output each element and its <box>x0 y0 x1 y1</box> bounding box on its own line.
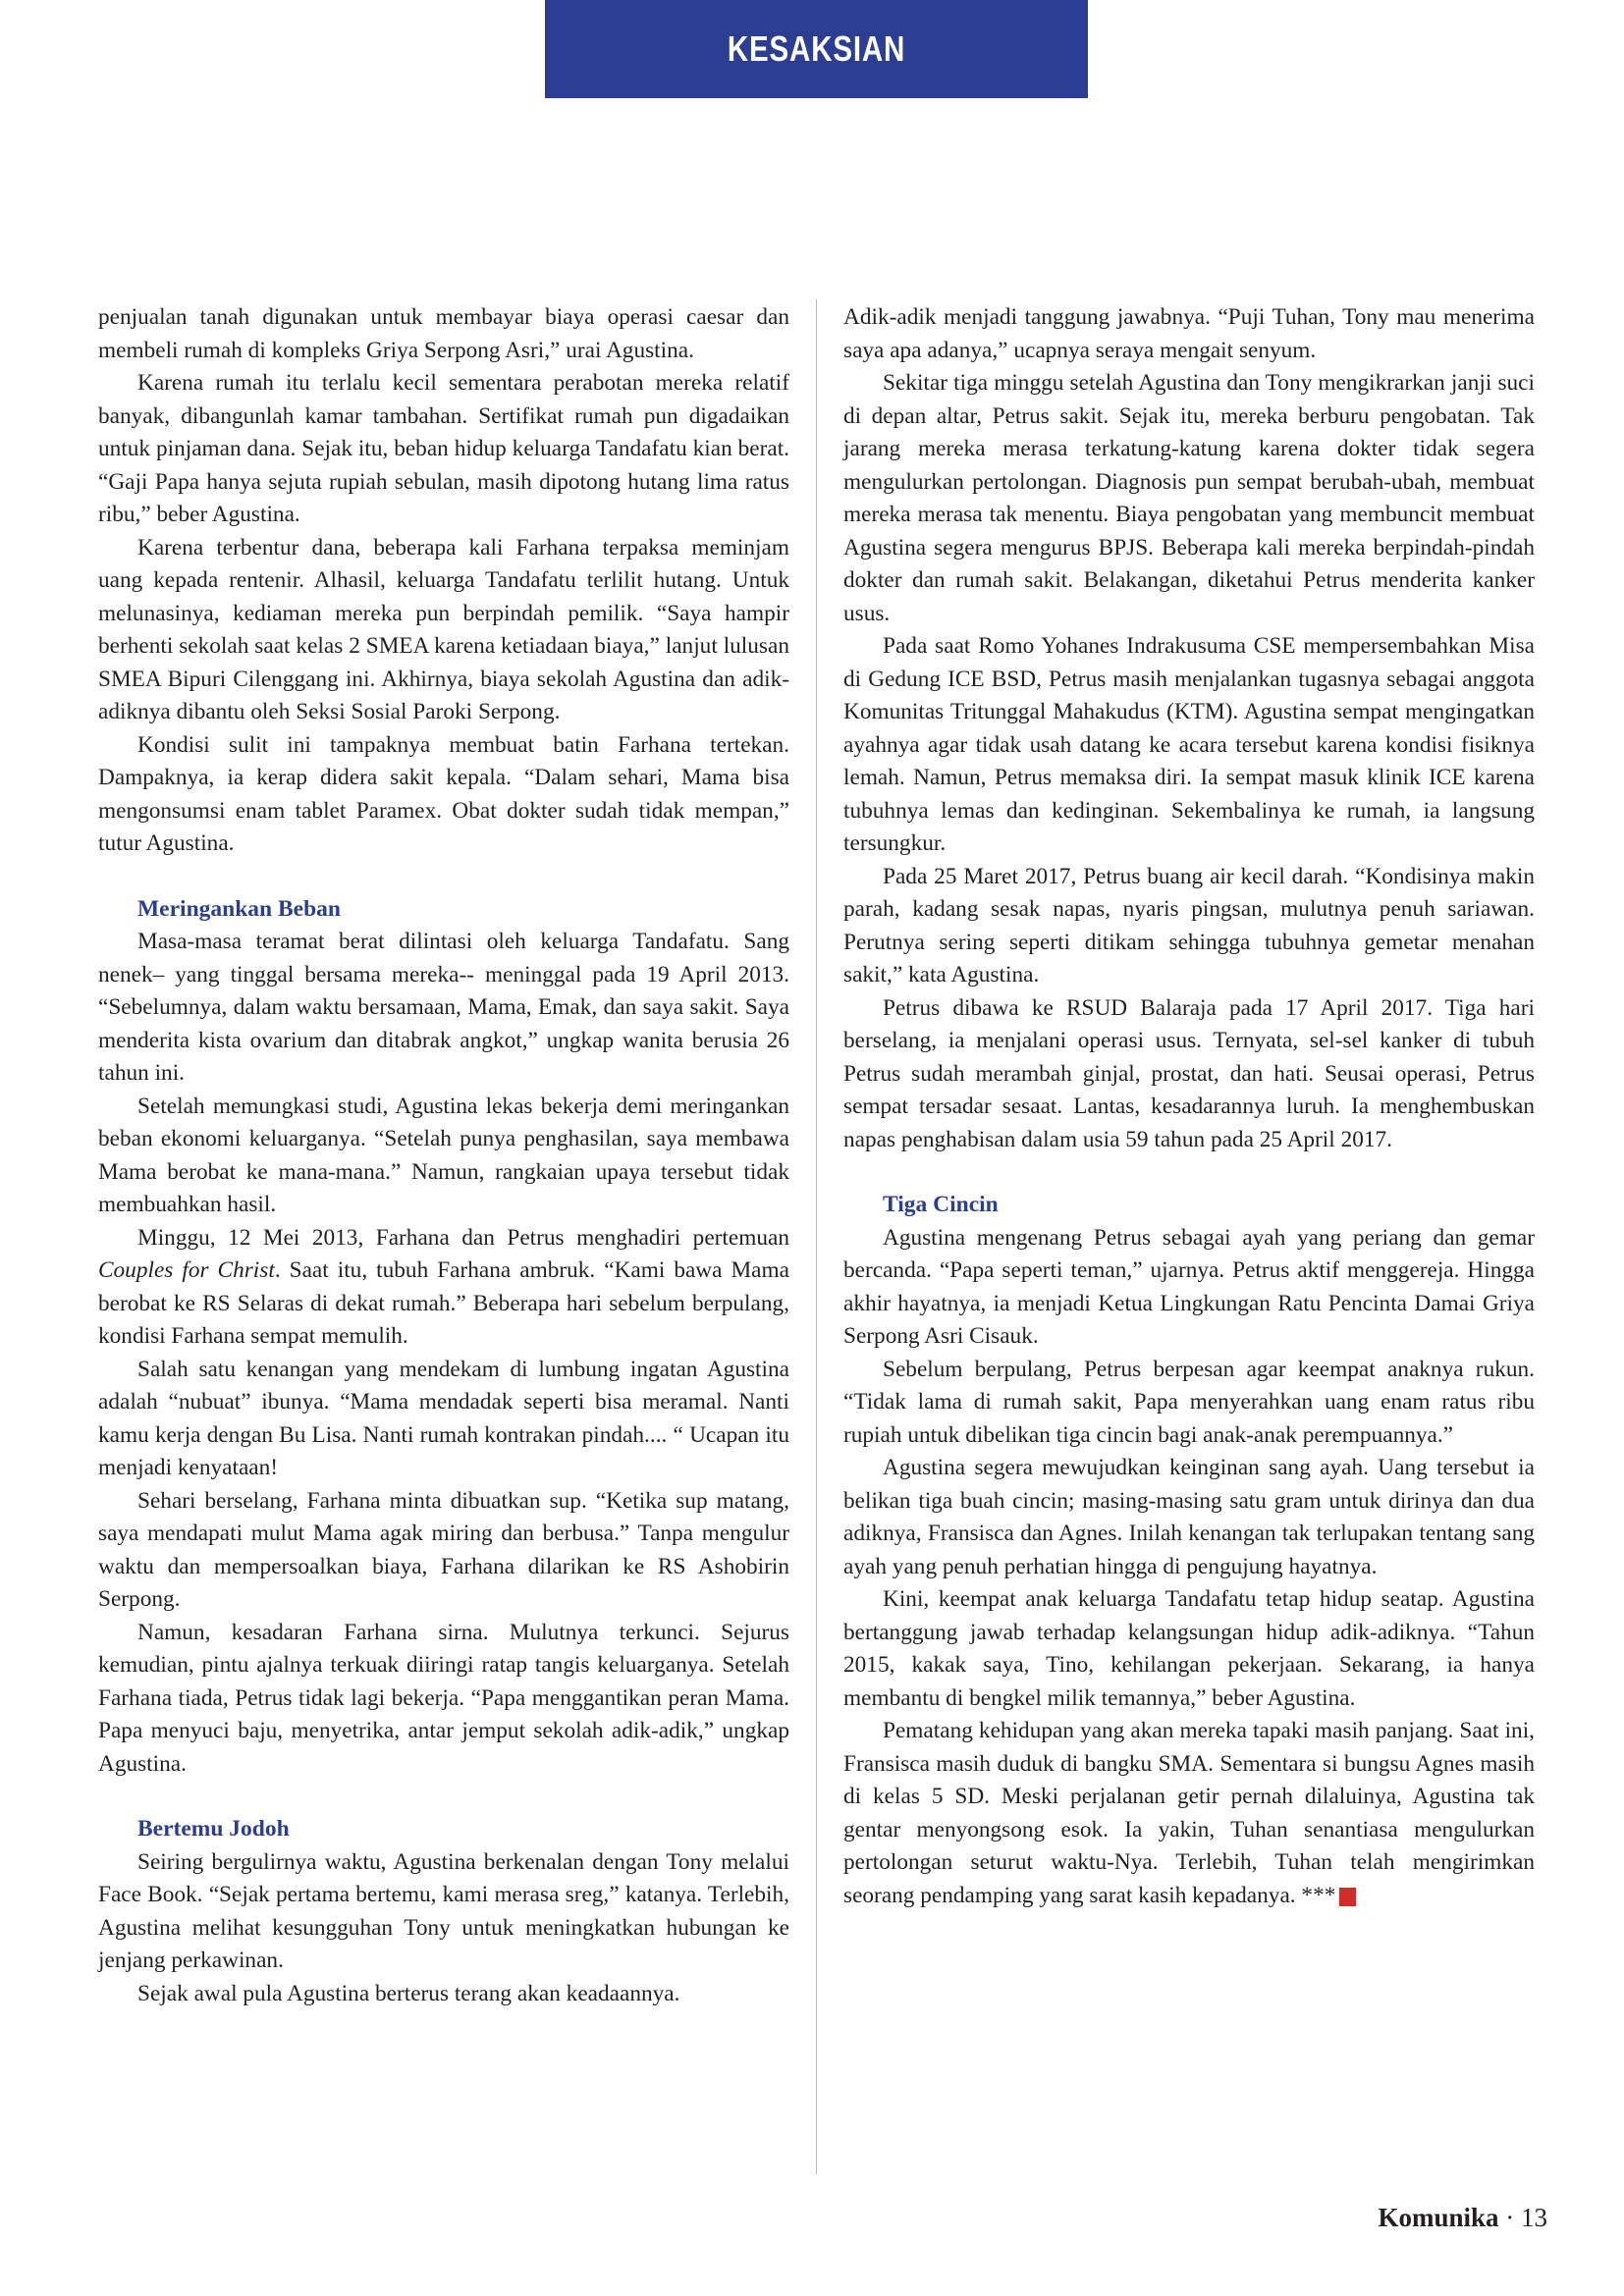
column-divider <box>816 299 817 2174</box>
paragraph: Kini, keempat anak keluarga Tandafatu tetap hidup seatap. Agustina bertanggung jawab terhadap kelangsungan hidup adik-adiknya. “Tahun 2015, kakak saya, Tino, kehilangan pekerjaan. Sekarang, ia hanya membantu di bengkel milik temannya,” beber Agustina. <box>843 1586 1535 1711</box>
paragraph: Setelah memungkasi studi, Agustina lekas bekerja demi meringankan beban ekonomi keluarganya. “Setelah punya penghasilan, saya membawa Mama berobat ke mana-mana.” Namun, rangkaian upaya tersebut tidak membuahkan hasil. <box>98 1093 789 1217</box>
paragraph: penjualan tanah digunakan untuk membayar biaya operasi caesar dan membeli rumah di kompleks Griya Serpong Asri,” urai Agustina. <box>98 304 789 363</box>
paragraph: Karena terbentur dana, beberapa kali Farhana terpaksa meminjam uang kepada rentenir. Alhasil, keluarga Tandafatu terlilit hutang. Untuk melunasinya, kediaman mereka pun berpindah pemilik. “Saya hampir berhenti sekolah saat kelas 2 SMEA karena ketiadaan biaya,” lanjut lulusan SMEA Bipuri Cilenggang ini. Akhirnya, biaya sekolah Agustina dan adik-adiknya dibantu oleh Seksi Sosial Paroki Serpong. <box>98 534 789 724</box>
subheading: Tiga Cincin <box>883 1192 999 1217</box>
text-run: Minggu, 12 Mei 2013, Farhana dan Petrus menghadiri pertemuan <box>137 1224 789 1251</box>
paragraph: Kondisi sulit ini tampaknya membuat batin Farhana tertekan. Dampaknya, ia kerap didera sakit kepala. “Dalam sehari, Mama bisa mengonsumsi enam tablet Paramex. Obat dokter sudah tidak mempan,” tutur Agustina. <box>98 731 789 856</box>
paragraph: Karena rumah itu terlalu kecil sementara perabotan mereka relatif banyak, dibangunlah kamar tambahan. Sertifikat rumah pun digadaikan untuk pinjaman dana. Sejak itu, beban hidup keluarga Tandafatu kian berat. “Gaji Papa hanya sejuta rupiah sebulan, masih dipotong hutang lima ratus ribu,” beber Agustina. <box>98 370 789 527</box>
page-number: 13 <box>1521 2203 1547 2232</box>
italic-title: Couples for Christ <box>98 1257 275 1283</box>
text-run: . Saat itu, tubuh Farhana ambruk. “Kami bawa Mama berobat ke RS Selaras di dekat rumah.” Beberapa hari sebelum berpulang, kondisi Farhana sempat memulih. <box>98 1257 789 1349</box>
paragraph: Adik-adik menjadi tanggung jawabnya. “Puji Tuhan, Tony mau menerima saya apa adanya,” ucapnya seraya mengait senyum. <box>843 304 1535 363</box>
subheading: Bertemu Jodoh <box>137 1816 290 1842</box>
text-run: Pematang kehidupan yang akan mereka tapaki masih panjang. Saat ini, Fransisca masih duduk di bangku SMA. Sementara si bungsu Agnes masih di kelas 5 SD. Meski perjalanan getir pernah dilaluinya, Agustina tak gentar menyongsong esok. Ia yakin, Tuhan senantiasa mengulurkan pertolongan seturut waktu-Nya. Terlebih, Tuhan telah mengirimkan seorang pendamping yang sarat kasih kepadanya. *** <box>843 1718 1535 1908</box>
paragraph <box>843 1715 1535 1912</box>
paragraph: Sejak awal pula Agustina berterus terang akan keadaannya. <box>137 1980 680 2006</box>
section-title: KESAKSIAN <box>727 28 906 69</box>
paragraph: Pada saat Romo Yohanes Indrakusuma CSE mempersembahkan Misa di Gedung ICE BSD, Petrus masih menjalankan tugasnya sebagai anggota Komunitas Tritunggal Mahakudus (KTM). Agustina sempat mengingatkan ayahnya agar tidak usah datang ke acara tersebut karena kondisi fisiknya lemah. Namun, Petrus memaksa diri. Ia sempat masuk klinik ICE karena tubuhnya lemas dan kedinginan. Sekembalinya ke rumah, ia langsung tersungkur. <box>843 633 1535 856</box>
end-mark-icon: K <box>1339 1888 1356 1906</box>
paragraph: Masa-masa teramat berat dilintasi oleh keluarga Tandafatu. Sang nenek– yang tinggal bersama mereka-- meninggal pada 19 April 2013. “Sebelumnya, dalam waktu bersamaan, Mama, Emak, dan saya sakit. Saya menderita kista ovarium dan ditabrak angkot,” ungkap wanita berusia 26 tahun ini. <box>98 929 789 1086</box>
footer-separator: · <box>1498 2203 1521 2232</box>
subheading: Meringankan Beban <box>137 895 341 922</box>
paragraph: Sebelum berpulang, Petrus berpesan agar keempat anaknya rukun. “Tidak lama di rumah sakit, Papa menyerahkan uang enam ratus ribu rupiah untuk dibelikan tiga cincin bagi anak-anak perempuannya.” <box>843 1356 1535 1448</box>
paragraph: Sehari berselang, Farhana minta dibuatkan sup. “Ketika sup matang, saya mendapati mulut Mama agak miring dan berbusa.” Tanpa mengulur waktu dan mempersoalkan biaya, Farhana dilarikan ke RS Ashobirin Serpong. <box>98 1487 789 1612</box>
paragraph: Namun, kesadaran Farhana sirna. Mulutnya terkunci. Sejurus kemudian, pintu ajalnya terkuak diiringi ratap tangis keluarganya. Setelah Farhana tiada, Petrus tidak lagi bekerja. “Papa menggantikan peran Mama. Papa menyuci baju, menyetrika, antar jemput sekolah adik-adik,” ungkap Agustina. <box>98 1619 789 1777</box>
paragraph: Petrus dibawa ke RSUD Balaraja pada 17 April 2017. Tiga hari berselang, ia menjalani operasi usus. Ternyata, sel-sel kanker di tubuh Petrus sudah merambah ginjal, prostat, dan hati. Seusai operasi, Petrus sempat tersadar sesaat. Lantas, kesadarannya luruh. Ia menghembuskan napas penghabisan dalam usia 59 tahun pada 25 April 2017. <box>843 994 1535 1152</box>
page-footer <box>1378 2203 1547 2233</box>
paragraph <box>98 1222 789 1354</box>
paragraph: Salah satu kenangan yang mendekam di lumbung ingatan Agustina adalah “nubuat” ibunya. “Mama mendadak seperti bisa meramal. Nanti kamu kerja dengan Bu Lisa. Nanti rumah kontrakan pindah.... “ Ucapan itu menjadi kenyataan! <box>98 1356 789 1480</box>
magazine-name: Komunika <box>1378 2203 1499 2232</box>
paragraph: Pada 25 Maret 2017, Petrus buang air kecil darah. “Kondisinya makin parah, kadang sesak napas, nyaris pingsan, mulutnya penuh sariawan. Perutnya sering seperti ditikam sehingga tubuhnya gemetar menahan sakit,” kata Agustina. <box>843 863 1535 988</box>
right-column <box>843 301 1535 1912</box>
paragraph: Sekitar tiga minggu setelah Agustina dan Tony mengikrarkan janji suci di depan altar, Petrus sakit. Sejak itu, mereka berburu pengobatan. Tak jarang mereka merasa terkatung-katung karena dokter tidak segera mengulurkan pertolongan. Diagnosis pun sempat berubah-ubah, membuat mereka merasa tak menentu. Biaya pengobatan yang membuncit membuat Agustina segera mengurus BPJS. Beberapa kali mereka berpindah-pindah dokter dan rumah sakit. Belakangan, diketahui Petrus menderita kanker usus. <box>843 370 1535 626</box>
paragraph: Agustina mengenang Petrus sebagai ayah yang periang dan gemar bercanda. “Papa seperti teman,” ujarnya. Petrus aktif menggereja. Hingga akhir hayatnya, ia menjadi Ketua Lingkungan Ratu Pencinta Damai Griya Serpong Asri Cisauk. <box>843 1224 1535 1349</box>
left-column <box>98 301 789 2010</box>
section-banner <box>545 0 1088 98</box>
paragraph: Seiring bergulirnya waktu, Agustina berkenalan dengan Tony melalui Face Book. “Sejak pertama bertemu, kami merasa sreg,” katanya. Terlebih, Agustina melihat kesungguhan Tony untuk meningkatkan hubungan ke jenjang perkawinan. <box>98 1848 789 1973</box>
paragraph: Agustina segera mewujudkan keinginan sang ayah. Uang tersebut ia belikan tiga buah cincin; masing-masing satu gram untuk dirinya dan dua adiknya, Fransisca dan Agnes. Inilah kenangan tak terlupakan tentang sang ayah yang penuh perhatian hingga di pengujung hayatnya. <box>843 1455 1535 1579</box>
